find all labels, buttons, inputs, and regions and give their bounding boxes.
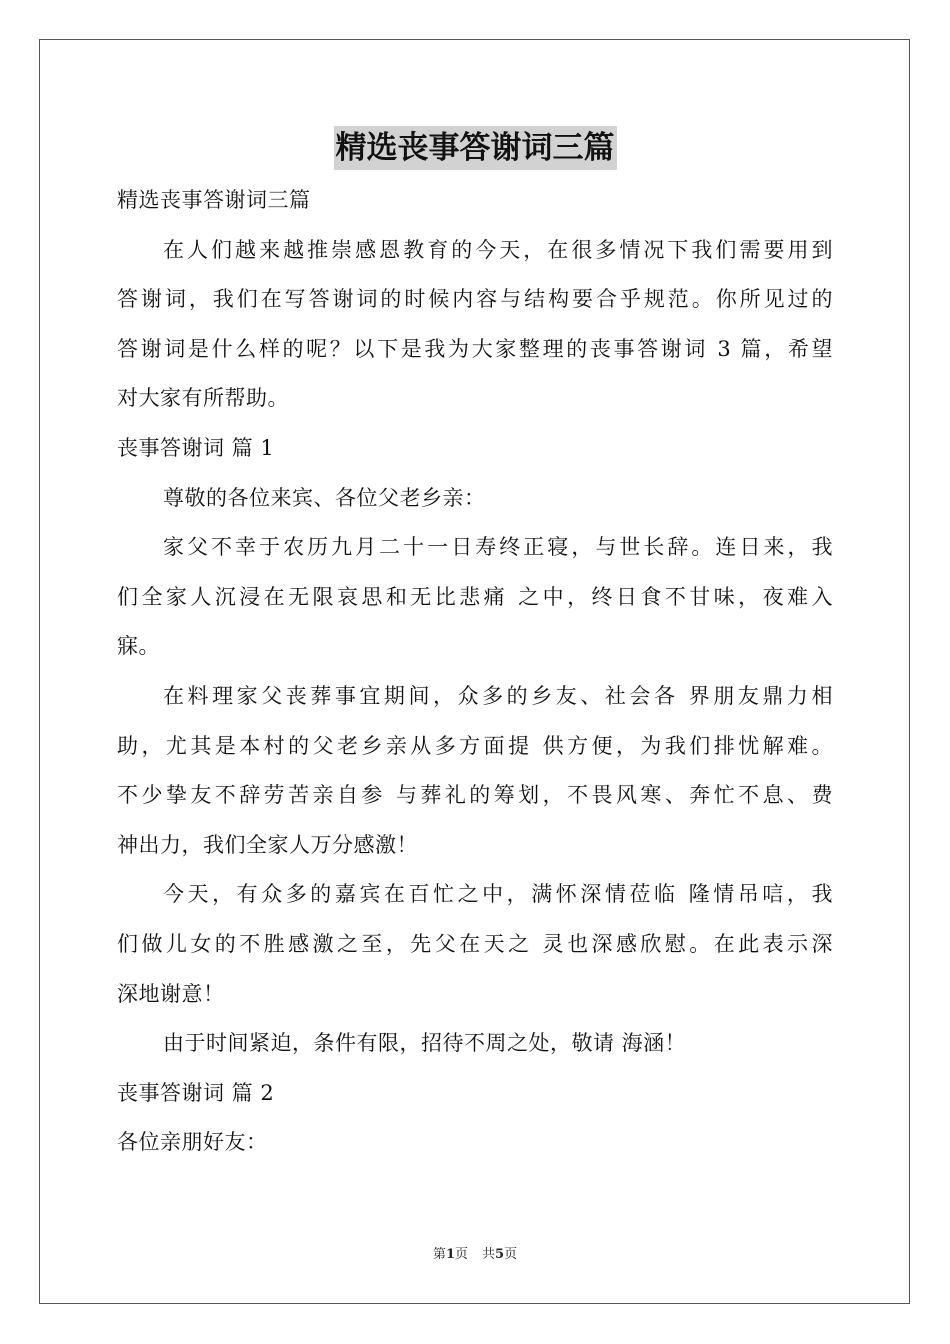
body-line: 各位亲朋好友： — [117, 1130, 268, 1155]
body-line: 神出力，我们全家人万分感激！ — [117, 832, 418, 857]
body-line: 今天，有众多的嘉宾在百忙之中，满怀深情莅临 隆情吊唁，我 — [163, 882, 833, 907]
page-footer — [0, 1246, 950, 1264]
body-line: 精选丧事答谢词三篇 — [117, 188, 311, 212]
body-line: 在人们越来越推崇感恩教育的今天，在很多情况下我们需要用到 — [163, 237, 833, 262]
body-line: 们做儿女的不胜感激之至，先父在天之 灵也深感欣慰。在此表示深 — [117, 931, 833, 956]
body-line: 不少挚友不辞劳苦亲自参 与葬礼的筹划，不畏风寒、奔忙不息、费 — [117, 783, 833, 808]
document-body — [117, 176, 833, 1168]
body-line: 们全家人沉浸在无限哀思和无比悲痛 之中，终日食不甘味，夜难入 — [117, 584, 833, 609]
body-line: 在料理家父丧葬事宜期间，众多的乡友、社会各 界朋友鼎力相 — [163, 683, 833, 708]
body-line: 家父不幸于农历九月二十一日寿终正寝，与世长辞。连日来，我 — [163, 535, 833, 560]
body-line: 深地谢意！ — [117, 981, 225, 1006]
page-current: 1 — [445, 1247, 455, 1262]
document-title: 精选丧事答谢词三篇 — [334, 126, 617, 170]
title-container — [0, 126, 950, 170]
total-suffix: 页 — [504, 1247, 518, 1262]
page-prefix: 第 — [432, 1247, 446, 1262]
body-line: 助，尤其是本村的父老乡亲从多方面提 供方便，为我们排忧解难。 — [117, 733, 833, 758]
body-line: 尊敬的各位来宾、各位父老乡亲： — [163, 485, 486, 510]
body-line: 答谢词是什么样的呢？以下是我为大家整理的丧事答谢词 3 篇，希望 — [117, 336, 833, 361]
body-line: 寐。 — [117, 634, 160, 659]
body-line: 对大家有所帮助。 — [117, 386, 289, 411]
body-line: 由于时间紧迫，条件有限，招待不周之处，敬请 海涵！ — [163, 1031, 687, 1056]
page-total: 5 — [495, 1247, 505, 1262]
total-prefix: 共 — [482, 1247, 496, 1262]
body-line: 答谢词，我们在写答谢词的时候内容与结构要合乎规范。你所见过的 — [117, 287, 833, 312]
page-suffix: 页 — [454, 1247, 468, 1262]
section-heading: 丧事答谢词 篇 1 — [117, 435, 275, 460]
section-heading: 丧事答谢词 篇 2 — [117, 1080, 275, 1105]
